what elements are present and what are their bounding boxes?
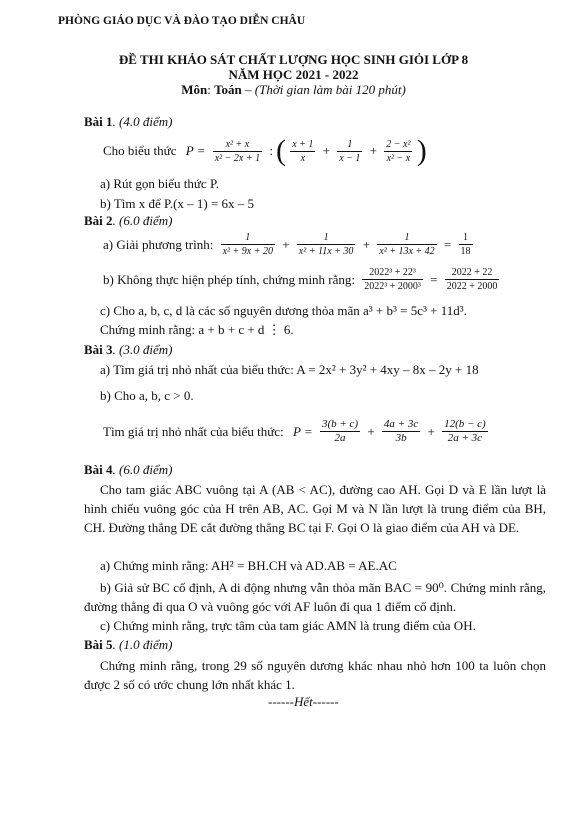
subject-label: Môn xyxy=(181,82,208,97)
bai4-part-a: a) Chứng minh rằng: AH² = BH.CH và AD.AB = AE.AC xyxy=(100,558,397,573)
subject-name: Toán xyxy=(214,82,242,97)
bai2-frac1: $\frac{1}{\text{x² + 9x + 20}}$ xyxy=(222,232,273,257)
bai1-title: Bài 1 xyxy=(84,114,113,129)
bai2-equation: a) Giải phương trình: $\frac{1}{\text{x² + 9x + 20}}$ + $\frac{1}{\text{x² + 11x + 30}}$ + $\frac{1}{\text{x² + 13x + 42}}$ = $\frac{1}{18}$ xyxy=(103,232,471,257)
bai3-frac1: $\frac{3(b + c)}{2a}$ xyxy=(321,418,359,444)
bai1-intro: Cho biểu thức xyxy=(103,143,177,158)
bai1-frac3: $\frac{1}{x - 1}$ xyxy=(339,138,361,164)
bai5-points: . (1.0 điểm) xyxy=(112,637,173,652)
bai5-problem: Chứng minh rằng, trong 29 số nguyên dương khác nhau nhỏ hơn 100 ta luôn chọn được 2 số có ước chung lớn nhất khác 1. xyxy=(84,658,546,692)
bai4-heading xyxy=(84,462,172,478)
bai3-c-text: Tìm giá trị nhỏ nhất của biểu thức: xyxy=(103,423,284,439)
bai2-points: . (6.0 điểm) xyxy=(112,213,173,228)
bai3-part-b: b) Cho a, b, c > 0. xyxy=(100,388,194,403)
department-name: PHÒNG GIÁO DỤC VÀ ĐÀO TẠO DIỄN CHÂU xyxy=(58,15,306,27)
bai1-part-a: a) Rút gọn biểu thức P. xyxy=(100,176,219,191)
exam-year: NĂM HỌC 2021 - 2022 xyxy=(228,67,359,82)
bai4-title: Bài 4 xyxy=(84,462,113,477)
bai1-frac2: $\frac{x + 1}{x}$ xyxy=(292,138,314,164)
bai2-rhs-frac: $\frac{2022 + 22}{2022 + 2000}$ xyxy=(446,267,498,292)
bai1-frac1: $\frac{\text{x² + x}}{\text{x² − 2x + 1}}$ xyxy=(214,138,261,164)
bai2-lhs-frac: $\frac{\text{2022³ + 22³}}{\text{2022³ + 2000³}}$ xyxy=(364,267,421,292)
bai3-heading xyxy=(84,342,172,358)
bai5-heading xyxy=(84,637,172,653)
bai2-b-text: b) Không thực hiện phép tính, chứng minh rằng: xyxy=(103,271,356,287)
end-marker: ------Hết------ xyxy=(268,694,339,709)
bai4-points: . (6.0 điểm) xyxy=(112,462,173,477)
bai1-heading xyxy=(84,114,172,130)
bai3-title: Bài 3 xyxy=(84,342,113,357)
bai1-points: . (4.0 điểm) xyxy=(112,114,173,129)
bai4-part-c: c) Chứng minh rằng, trực tâm của tam giác AMN là trung điểm của OH. xyxy=(100,618,476,633)
bai1-part-b: b) Tìm x để P.(x – 1) = 6x – 5 xyxy=(100,196,255,211)
bai2-title: Bài 2 xyxy=(84,213,113,228)
bai1-p-label: P = xyxy=(185,143,206,158)
bai4-problem: Cho tam giác ABC vuông tại A (AB < AC), đường cao AH. Gọi D và E lần lượt là hình chiếu vuông góc của H trên AB, AC. Gọi M và N lần lượt là trung điểm của BH, CH. Đường thẳng DE cắt đường thẳng BC tại F. Gọi O là giao điểm của AH và DE. xyxy=(84,482,546,535)
subject-sep: : xyxy=(207,82,215,97)
bai2-part-c: c) Cho a, b, c, d là các số nguyên dương thỏa mãn a³ + b³ = 5c³ + 11d³. xyxy=(100,303,467,318)
bai3-p-label: P = xyxy=(292,423,313,439)
bai2-a-text: a) Giải phương trình: xyxy=(103,236,214,252)
bai2-heading xyxy=(84,213,172,229)
bai3-points: . (3.0 điểm) xyxy=(112,342,173,357)
time-limit: – (Thời gian làm bài 120 phút) xyxy=(241,82,406,97)
bai3-frac2: $\frac{4a + 3c}{3b}$ xyxy=(383,418,419,444)
exam-title: ĐỀ THI KHẢO SÁT CHẤT LƯỢNG HỌC SINH GIỎI LỚP 8 xyxy=(118,52,469,67)
bai3-frac3: $\frac{12(b - c)}{2a + 3c}$ xyxy=(444,418,486,444)
subject-line xyxy=(0,82,587,98)
bai2-frac2: $\frac{1}{\text{x² + 11x + 30}}$ xyxy=(298,232,354,257)
bai5-title: Bài 5 xyxy=(84,637,113,652)
bai1-expression: Cho biểu thức P = $\frac{\text{x² + x}}{\text{x² − 2x + 1}}$ : ( $\frac{x + 1}{x}$ + $\frac{1}{x - 1}$ + $\frac{\text{2 − x²}}{\text{x² − x}}$ ) xyxy=(103,134,427,167)
bai3-expression: Tìm giá trị nhỏ nhất của biểu thức: P = $\frac{3(b + c)}{2a}$ + $\frac{4a + 3c}{3b}$ + $\frac{12(b - c)}{2a + 3c}$ xyxy=(103,418,486,444)
bai2-frac3: $\frac{1}{\text{x² + 13x + 42}}$ xyxy=(379,232,435,257)
bai4-part-b: b) Giả sử BC cố định, A di động nhưng vẫn thỏa mãn BAC = 90⁰. Chứng minh rằng, đường thẳng đi qua O và vuông góc với AF luôn đi qua 1 điểm cố định. xyxy=(84,580,546,614)
bai2-identity: b) Không thực hiện phép tính, chứng minh rằng: $\frac{\text{2022³ + 22³}}{\text{2022³ + 2000³}}$ = $\frac{2022 + 22}{2022 + 2000}$ xyxy=(103,267,498,292)
bai2-rhs: $\frac{1}{18}$ xyxy=(460,232,471,257)
bai1-frac4: $\frac{\text{2 − x²}}{\text{x² − x}}$ xyxy=(386,138,411,164)
bai2-part-c-2: Chứng minh rằng: a + b + c + d ⋮ 6. xyxy=(100,322,294,337)
bai3-part-a: a) Tìm giá trị nhỏ nhất của biểu thức: A = 2x² + 3y² + 4xy – 8x – 2y + 18 xyxy=(100,362,479,377)
